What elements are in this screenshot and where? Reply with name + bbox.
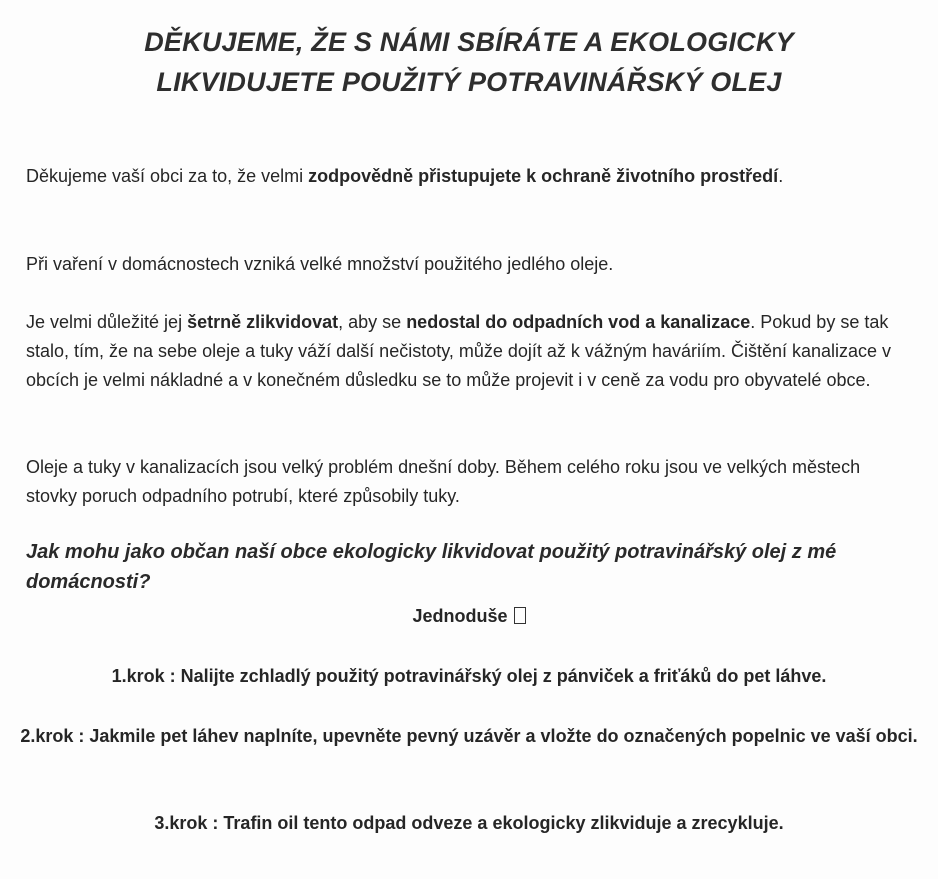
simply-line bbox=[0, 601, 938, 631]
step-2: 2.krok : Jakmile pet láhev naplníte, upevněte pevný uzávěr a vložte do označených popelnic ve vaší obci. bbox=[20, 726, 918, 746]
title-line-1: DĚKUJEME, ŽE S NÁMI SBÍRÁTE A EKOLOGICKY bbox=[144, 27, 794, 57]
paragraph-thanks bbox=[26, 162, 856, 191]
paragraph-thanks-text: Děkujeme vaší obci za to, že velmi bbox=[26, 166, 309, 186]
missing-glyph-icon bbox=[514, 607, 526, 624]
paragraph-cooking: Při vaření v domácnostech vzniká velké množství použitého jedlého oleje. bbox=[26, 254, 614, 274]
paragraph-importance-bold-1: šetrně zlikvidovat bbox=[187, 312, 339, 332]
paragraph-importance-text-2: , aby se bbox=[338, 312, 407, 332]
paragraph-importance bbox=[26, 308, 921, 395]
document-title bbox=[0, 22, 938, 102]
simply-text: Jednoduše bbox=[412, 606, 508, 626]
paragraph-importance-bold-2: nedostal do odpadních vod a kanalizace bbox=[406, 312, 751, 332]
paragraph-thanks-bold: zodpovědně přistupujete k ochraně životního prostředí bbox=[308, 166, 779, 186]
paragraph-importance-text-1: Je velmi důležité jej bbox=[26, 312, 188, 332]
step-1: 1.krok : Nalijte zchladlý použitý potravinářský olej z pánviček a friťáků do pet láhve. bbox=[111, 666, 827, 686]
question-heading: Jak mohu jako občan naší obce ekologicky likvidovat použitý potravinářský olej z mé domácnosti? bbox=[26, 541, 837, 593]
step-3: 3.krok : Trafin oil tento odpad odveze a ekologicky zlikviduje a zrecykluje. bbox=[154, 813, 784, 833]
title-line-2: LIKVIDUJETE POUŽITÝ POTRAVINÁŘSKÝ OLEJ bbox=[156, 67, 782, 97]
paragraph-thanks-end: . bbox=[778, 166, 784, 186]
paragraph-problem: Oleje a tuky v kanalizacích jsou velký problém dnešní doby. Během celého roku jsou ve velkých městech stovky poruch odpadního potrubí, které způsobily tuky. bbox=[26, 457, 861, 506]
paragraph-importance-text-3: . Pokud by se tak stalo, tím, že na sebe oleje a tuky váží další nečistoty, může dojít až k vážným haváriím. Čištění kanalizace v obcích je velmi nákladné a v konečném důsledku se to může projevit i v ceně za vodu pro obyvatelé obce. bbox=[26, 312, 892, 390]
